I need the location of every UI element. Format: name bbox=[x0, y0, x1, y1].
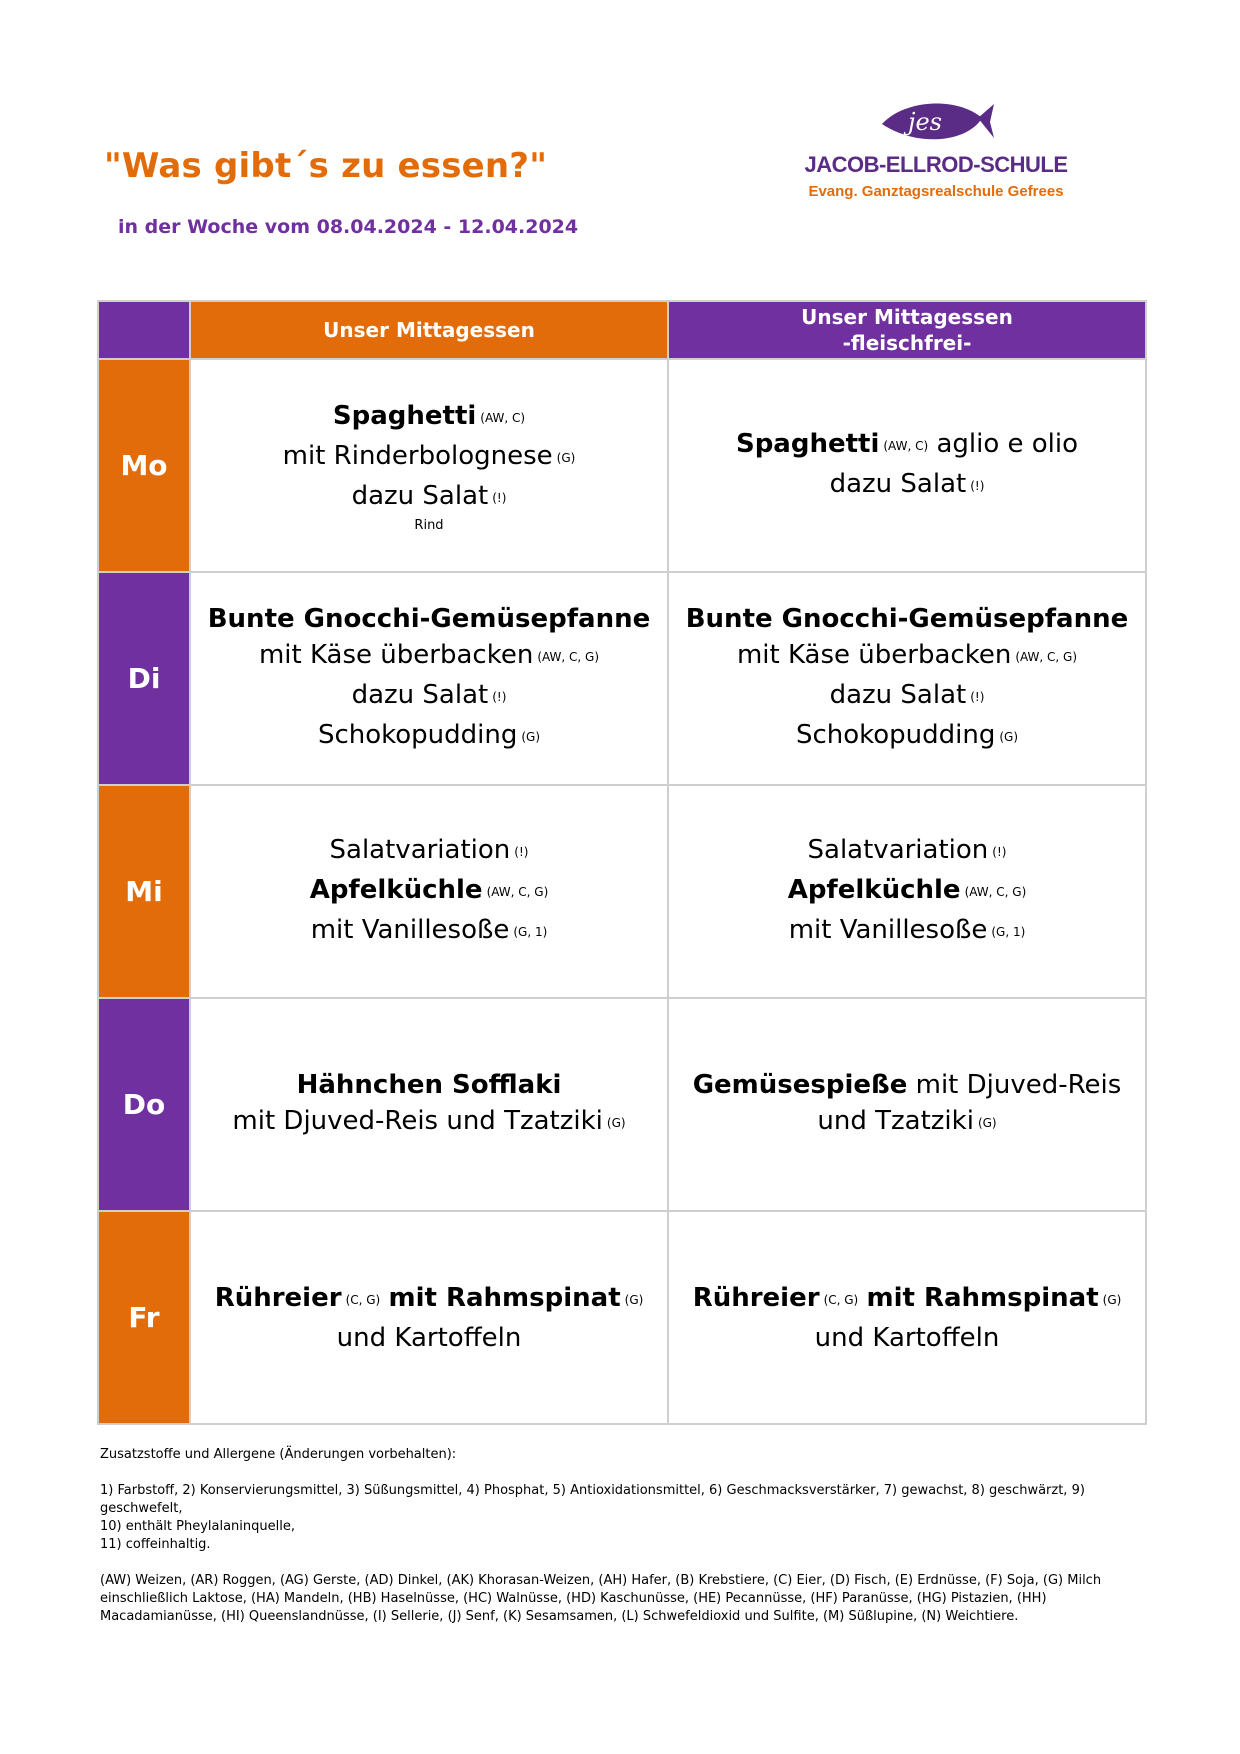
additives-list bbox=[100, 1482, 1140, 1554]
meat-note: Rind bbox=[414, 517, 444, 533]
dish-line: dazu Salat bbox=[351, 480, 489, 511]
table-header-row bbox=[98, 301, 1146, 359]
dish-line: Salatvariation bbox=[329, 834, 511, 865]
dish-name: Spaghetti bbox=[735, 428, 880, 459]
vegetarian-menu-cell bbox=[668, 1211, 1146, 1424]
day-label: Fr bbox=[98, 1211, 190, 1424]
regular-menu-cell bbox=[190, 572, 668, 785]
additives-line: 11) coffeinhaltig. bbox=[100, 1537, 211, 1552]
regular-menu-cell bbox=[190, 998, 668, 1211]
fish-logo-icon bbox=[878, 96, 996, 148]
header-vegetarian-menu bbox=[668, 301, 1146, 359]
allergen-footer bbox=[100, 1446, 1140, 1644]
menu-table bbox=[97, 300, 1147, 1425]
vegetarian-menu-cell bbox=[668, 785, 1146, 998]
day-label: Do bbox=[98, 998, 190, 1211]
dish-line: und Tzatziki bbox=[817, 1105, 974, 1136]
day-label: Di bbox=[98, 572, 190, 785]
allergen-code: (G, 1) bbox=[513, 924, 548, 939]
allergen-code: (AW, C, G) bbox=[1015, 649, 1078, 664]
dish-line: aglio e olio bbox=[936, 428, 1079, 459]
table-row bbox=[98, 785, 1146, 998]
allergen-code: (G) bbox=[606, 1115, 626, 1130]
dish-name: Spaghetti bbox=[332, 400, 477, 431]
allergen-code: (G) bbox=[521, 729, 541, 744]
vegetarian-menu-cell bbox=[668, 572, 1146, 785]
dish-name: Bunte Gnocchi-Gemüsepfanne bbox=[685, 603, 1129, 634]
school-logo bbox=[800, 96, 1072, 206]
dish-name: Hähnchen Sofflaki bbox=[296, 1069, 562, 1100]
dish-name: Apfelküchle bbox=[309, 874, 483, 905]
dish-line: dazu Salat bbox=[829, 679, 967, 710]
regular-menu-cell bbox=[190, 785, 668, 998]
logo-school-subtitle: Evang. Ganztagsrealschule Gefrees bbox=[808, 183, 1064, 200]
dish-line: mit Djuved-Reis und Tzatziki bbox=[232, 1105, 603, 1136]
allergen-code: (C, G) bbox=[823, 1292, 859, 1307]
regular-menu-cell bbox=[190, 1211, 668, 1424]
header-vegetarian-line2: -fleischfrei- bbox=[842, 331, 972, 355]
dish-name: Apfelküchle bbox=[787, 874, 961, 905]
day-label: Mo bbox=[98, 359, 190, 572]
dish-name: mit Rahmspinat bbox=[388, 1282, 621, 1313]
allergen-code: (!) bbox=[970, 478, 985, 493]
additives-line: 1) Farbstoff, 2) Konservierungsmittel, 3) Süßungsmittel, 4) Phosphat, 5) Antioxidationsmittel, 6) Geschmacksverstärker, 7) gewachst, 8) geschwärzt, 9) geschwefelt, bbox=[100, 1483, 1085, 1516]
allergen-code: (G) bbox=[999, 729, 1019, 744]
allergen-code: (AW, C) bbox=[883, 438, 929, 453]
allergen-code: (!) bbox=[492, 689, 507, 704]
allergen-code: (G) bbox=[556, 450, 576, 465]
dish-line: mit Djuved-Reis bbox=[915, 1069, 1122, 1100]
allergen-code: (!) bbox=[970, 689, 985, 704]
allergen-code: (G) bbox=[977, 1115, 997, 1130]
dish-line: dazu Salat bbox=[829, 468, 967, 499]
allergen-code: (G, 1) bbox=[991, 924, 1026, 939]
dish-line: mit Vanillesoße bbox=[310, 914, 510, 945]
logo-school-name: JACOB-ELLROD-SCHULE bbox=[804, 152, 1068, 177]
dish-line: mit Käse überbacken bbox=[258, 639, 534, 670]
vegetarian-menu-cell bbox=[668, 998, 1146, 1211]
dish-line: mit Käse überbacken bbox=[736, 639, 1012, 670]
allergens-list: (AW) Weizen, (AR) Roggen, (AG) Gerste, (AD) Dinkel, (AK) Khorasan-Weizen, (AH) Hafer, (B) Krebstiere, (C) Eier, (D) Fisch, (E) Erdnüsse, (F) Soja, (G) Milch einschließlich Laktose, (HA) Mandeln, (HB) Haselnüsse, (HC) Walnüsse, (HD) Kaschunüsse, (HE) Pecannüsse, (HF) Paranüsse, (HG) Pistazien, (HH) Macadamianüsse, (HI) Queenslandnüsse, (I) Sellerie, (J) Senf, (K) Sesamsamen, (L) Schwefeldioxid und Sulfite, (M) Süßlupine, (N) Weichtiere. bbox=[100, 1573, 1102, 1624]
vegetarian-menu-cell bbox=[668, 359, 1146, 572]
allergen-code: (!) bbox=[514, 844, 529, 859]
dish-name: Rühreier bbox=[214, 1282, 342, 1313]
regular-menu-cell bbox=[190, 359, 668, 572]
table-row bbox=[98, 572, 1146, 785]
allergen-code: (!) bbox=[992, 844, 1007, 859]
table-row bbox=[98, 1211, 1146, 1424]
dish-name: Gemüsespieße bbox=[692, 1069, 908, 1100]
page-title: "Was gibt´s zu essen?" bbox=[104, 146, 548, 186]
allergen-code: (AW, C, G) bbox=[537, 649, 600, 664]
table-row bbox=[98, 359, 1146, 572]
dish-line: Salatvariation bbox=[807, 834, 989, 865]
additives-line: 10) enthält Pheylalaninquelle, bbox=[100, 1519, 295, 1534]
dish-name: Rühreier bbox=[692, 1282, 820, 1313]
dish-name: mit Rahmspinat bbox=[866, 1282, 1099, 1313]
allergen-code: (AW, C, G) bbox=[486, 884, 549, 899]
dish-line: dazu Salat bbox=[351, 679, 489, 710]
dish-line: und Kartoffeln bbox=[336, 1322, 522, 1353]
header-regular-menu: Unser Mittagessen bbox=[190, 301, 668, 359]
dish-line: Schokopudding bbox=[317, 719, 518, 750]
dish-name: Bunte Gnocchi-Gemüsepfanne bbox=[207, 603, 651, 634]
allergen-code: (G) bbox=[624, 1292, 644, 1307]
dish-line: mit Vanillesoße bbox=[788, 914, 988, 945]
allergen-code: (!) bbox=[492, 490, 507, 505]
dish-line: mit Rinderbolognese bbox=[282, 440, 553, 471]
week-subtitle: in der Woche vom 08.04.2024 - 12.04.2024 bbox=[118, 216, 579, 238]
footer-heading: Zusatzstoffe und Allergene (Änderungen vorbehalten): bbox=[100, 1447, 457, 1462]
allergen-code: (C, G) bbox=[345, 1292, 381, 1307]
allergen-code: (AW, C, G) bbox=[964, 884, 1027, 899]
dish-line: Schokopudding bbox=[795, 719, 996, 750]
allergen-code: (AW, C) bbox=[480, 410, 526, 425]
header-corner bbox=[98, 301, 190, 359]
allergen-code: (G) bbox=[1102, 1292, 1122, 1307]
table-row bbox=[98, 998, 1146, 1211]
header-vegetarian-line1: Unser Mittagessen bbox=[801, 305, 1013, 329]
logo-mark: jes bbox=[908, 108, 942, 136]
day-label: Mi bbox=[98, 785, 190, 998]
dish-line: und Kartoffeln bbox=[814, 1322, 1000, 1353]
